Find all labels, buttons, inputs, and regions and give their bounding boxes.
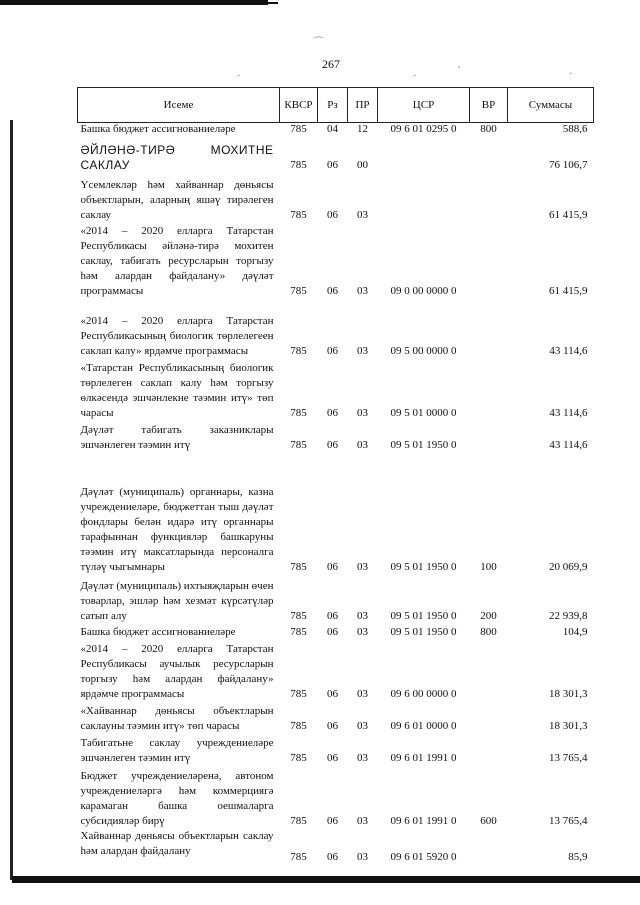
row-vr [470, 829, 508, 865]
row-csr: 09 5 01 1950 0 [390, 560, 457, 573]
row-kvsr: 785 [290, 625, 307, 638]
row-sum: 18 301,3 [549, 719, 588, 732]
row-name: «2014 – 2020 елларга Татарстан Республикасы аучылык ресурсларын торгызу һәм алардан файдалану» ярдәмче программасы [80, 642, 274, 700]
row-sum: 104,9 [562, 625, 588, 638]
row-rz: 06 [327, 850, 338, 863]
row-sum: 22 939,8 [549, 609, 588, 622]
row-rz: 06 [327, 438, 338, 451]
row-csr: 09 5 01 0000 0 [390, 406, 457, 419]
row-csr: 09 5 01 1950 0 [390, 609, 457, 622]
row-pr: 12 [357, 123, 368, 135]
row-sum: 43 114,6 [549, 344, 588, 357]
table-row [78, 640, 594, 702]
row-pr: 03 [357, 438, 368, 451]
row-sum: 13 765,4 [549, 751, 588, 764]
heading-word: ӘЙЛӘНӘ-ТИРӘ [80, 142, 176, 157]
row-csr: 09 5 01 1950 0 [390, 625, 457, 638]
row-csr: 09 6 01 0295 0 [390, 123, 457, 135]
row-rz: 06 [327, 344, 338, 357]
row-name: «Татарстан Республикасының биологик төрлелеген саклап калу һәм торгызу өлкәсендә эшчәнлекне тәэмин итү» төп чарасы [80, 361, 274, 419]
row-vr [470, 702, 508, 734]
row-vr [470, 173, 508, 223]
row-kvsr: 785 [290, 123, 307, 135]
row-vr [470, 137, 508, 173]
table-row [78, 359, 594, 421]
row-vr [470, 640, 508, 702]
header-name: Исеме [78, 88, 280, 123]
table-row [78, 453, 594, 575]
row-pr: 03 [357, 687, 368, 700]
row-pr: 03 [357, 814, 368, 827]
table-row [78, 624, 594, 640]
row-sum: 20 069,9 [549, 560, 588, 573]
table-row [78, 299, 594, 359]
row-pr: 03 [357, 625, 368, 638]
row-csr: 09 5 01 1950 0 [390, 438, 457, 451]
row-vr [470, 299, 508, 359]
row-csr: 09 6 01 1991 0 [390, 814, 457, 827]
row-kvsr: 785 [290, 850, 307, 863]
row-pr: 03 [357, 344, 368, 357]
row-kvsr: 785 [290, 814, 307, 827]
row-kvsr: 785 [290, 344, 307, 357]
table-row [78, 173, 594, 223]
row-name: Үсемлекләр һәм хайваннар дөньясы объектларын, аларның яшәү тирәлеген саклау [80, 178, 274, 221]
row-pr: 00 [357, 158, 368, 171]
row-sum: 76 106,7 [549, 158, 588, 171]
scan-border-left [10, 120, 13, 880]
row-pr: 03 [357, 208, 368, 221]
row-pr: 03 [357, 284, 368, 297]
table-row [78, 123, 594, 137]
header-rz: Рз [318, 88, 348, 123]
row-vr [470, 421, 508, 453]
scan-mark: ' [458, 64, 460, 76]
row-csr [378, 137, 470, 173]
row-kvsr: 785 [290, 208, 307, 221]
row-rz: 06 [327, 609, 338, 622]
row-pr: 03 [357, 719, 368, 732]
row-csr: 09 5 00 0000 0 [390, 344, 457, 357]
row-pr: 03 [357, 751, 368, 764]
header-pr: ПР [348, 88, 378, 123]
scan-border-bottom [12, 876, 640, 883]
row-vr [470, 734, 508, 766]
row-kvsr: 785 [290, 719, 307, 732]
scan-border-top-tail [268, 2, 278, 4]
row-rz: 06 [327, 406, 338, 419]
header-csr: ЦСР [378, 88, 470, 123]
header-kvsr: КВСР [280, 88, 318, 123]
row-name: «2014 – 2020 елларга Татарстан Республикасы әйләнә-тирә мохитен саклау, табигать ресурсларын торгызу һәм алардан файдалану» дәүләт программасы [80, 224, 274, 297]
row-name: Дәүләт (муниципаль) ихтыяҗларын өчен товарлар, эшләр һәм хезмәт күрсәтүләр сатып алу [80, 579, 274, 622]
row-kvsr: 785 [290, 751, 307, 764]
heading-word: МОХИТНЕ [210, 142, 274, 157]
row-name: Башка бюджет ассигнованиеләре [80, 625, 236, 638]
scan-mark: · [237, 70, 241, 82]
row-pr: 03 [357, 850, 368, 863]
row-sum: 588,6 [562, 123, 588, 135]
heading-word: САКЛАУ [80, 157, 130, 172]
row-vr [470, 223, 508, 299]
table-row [78, 575, 594, 624]
row-sum: 43 114,6 [549, 438, 588, 451]
row-rz: 06 [327, 560, 338, 573]
scan-mark: · [413, 70, 417, 82]
row-rz: 06 [327, 625, 338, 638]
row-name: «2014 – 2020 елларга Татарстан Республикасының биологик төрлелегеен саклап калу» ярдәмче программасы [80, 314, 274, 357]
row-sum: 13 765,4 [549, 814, 588, 827]
row-rz: 06 [327, 687, 338, 700]
scan-border-top [0, 0, 268, 5]
row-name: «Хайваннар дөньясы объектларын саклауны тәэмин итү» төп чарасы [80, 704, 274, 732]
table-row [78, 766, 594, 829]
row-name: Дәүләт (муниципаль) органнары, казна учреждениеләре, бюджеттан тыш дәүләт фондлары белән идарә итү органнары тарафыннан функцияләр башкаруны тәэмин итү максатларында персоналга түләү чыгымнары [80, 485, 274, 573]
row-sum: 61 415,9 [549, 208, 588, 221]
row-kvsr: 785 [290, 609, 307, 622]
row-name-heading [78, 137, 280, 173]
row-rz: 06 [327, 284, 338, 297]
table-row [78, 702, 594, 734]
row-vr: 800 [480, 625, 497, 638]
row-rz: 06 [327, 158, 338, 171]
row-kvsr: 785 [290, 406, 307, 419]
row-rz: 06 [327, 751, 338, 764]
row-vr: 100 [480, 560, 497, 573]
row-pr: 03 [357, 560, 368, 573]
header-vr: ВР [470, 88, 508, 123]
table-row [78, 734, 594, 766]
row-vr: 200 [480, 609, 497, 622]
row-pr: 03 [357, 406, 368, 419]
row-sum: 85,9 [568, 850, 588, 863]
row-rz: 04 [327, 123, 338, 135]
row-pr: 03 [357, 609, 368, 622]
table-row [78, 421, 594, 453]
row-csr: 09 6 01 0000 0 [390, 719, 457, 732]
page-number: 267 [322, 57, 340, 71]
row-sum: 43 114,6 [549, 406, 588, 419]
row-sum: 61 415,9 [549, 284, 588, 297]
row-rz: 06 [327, 814, 338, 827]
row-name: Хайваннар дөньясы объектларын саклау һәм алардан файдалану [80, 829, 274, 857]
table-header-row [78, 88, 594, 123]
row-csr: 09 6 00 0000 0 [390, 687, 457, 700]
row-csr [378, 173, 470, 223]
row-sum: 18 301,3 [549, 687, 588, 700]
row-csr: 09 0 00 0000 0 [390, 284, 457, 297]
row-kvsr: 785 [290, 438, 307, 451]
scan-mark: · [569, 68, 573, 80]
row-kvsr: 785 [290, 560, 307, 573]
row-kvsr: 785 [290, 158, 307, 171]
row-rz: 06 [327, 719, 338, 732]
table-row [78, 137, 594, 173]
row-csr: 09 6 01 5920 0 [390, 850, 457, 863]
row-vr [470, 359, 508, 421]
row-kvsr: 785 [290, 284, 307, 297]
row-name: Табигатьне саклау учреждениеләре эшчәнлеген тәэмин итү [80, 736, 274, 764]
row-vr: 600 [480, 814, 497, 827]
row-name: Башка бюджет ассигнованиеләре [80, 123, 236, 135]
row-name: Дәүләт табигать заказниклары эшчәнлеген тәэмин итү [80, 423, 274, 451]
row-rz: 06 [327, 208, 338, 221]
row-vr: 800 [480, 123, 497, 135]
table-row [78, 829, 594, 865]
scan-mark: ⌒ [313, 37, 324, 49]
table-row [78, 223, 594, 299]
row-kvsr: 785 [290, 687, 307, 700]
header-sum: Суммасы [508, 88, 594, 123]
budget-table [77, 87, 594, 865]
row-name: Бюджет учреждениеләренә, автоном учреждениеләргә һәм коммерциягә карамаган башка оешмаларга субсидияләр бирү [80, 769, 274, 827]
row-csr: 09 6 01 1991 0 [390, 751, 457, 764]
